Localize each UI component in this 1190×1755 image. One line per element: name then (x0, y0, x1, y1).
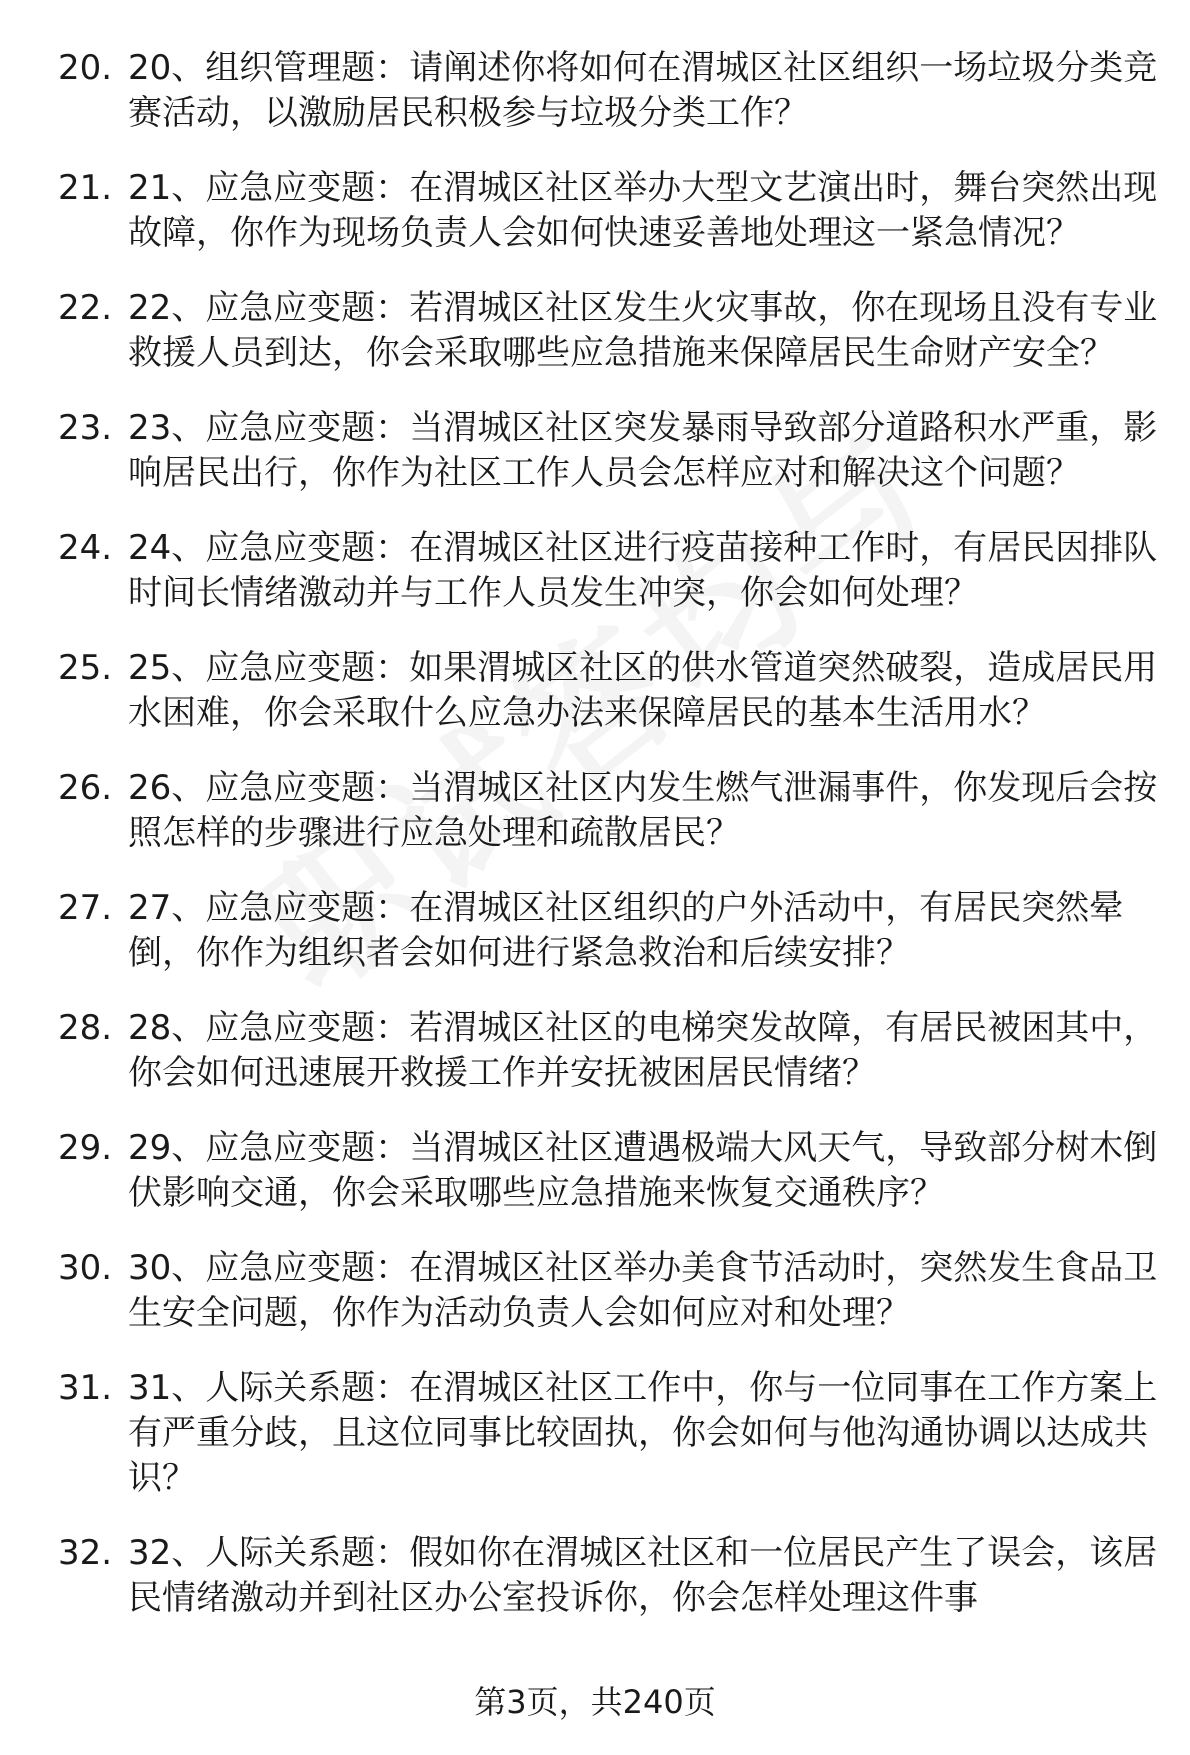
question-number: 20. (58, 48, 113, 88)
question-number: 22. (58, 288, 113, 328)
question-number: 24. (58, 528, 113, 568)
question-number: 25. (58, 648, 113, 688)
question-text: 23、应急应变题：当渭城区社区突发暴雨导致部分道路积水严重，影响居民出行，你作为社区工作人员会怎样应对和解决这个问题？ (128, 408, 1158, 493)
question-text: 26、应急应变题：当渭城区社区内发生燃气泄漏事件，你发现后会按照怎样的步骤进行应急处理和疏散居民？ (128, 768, 1158, 853)
list-item (58, 1006, 1158, 1096)
question-number: 23. (58, 408, 113, 448)
question-list (58, 46, 1158, 1651)
list-item (58, 286, 1158, 376)
question-number: 26. (58, 768, 113, 808)
question-text: 28、应急应变题：若渭城区社区的电梯突发故障，有居民被困其中，你会如何迅速展开救援工作并安抚被困居民情绪？ (128, 1008, 1158, 1093)
list-item (58, 406, 1158, 496)
list-item (58, 1246, 1158, 1336)
question-number: 30. (58, 1248, 113, 1288)
question-text: 24、应急应变题：在渭城区社区进行疫苗接种工作时，有居民因排队时间长情绪激动并与工作人员发生冲突，你会如何处理？ (128, 528, 1158, 613)
question-number: 32. (58, 1533, 113, 1573)
question-number: 27. (58, 888, 113, 928)
list-item (58, 766, 1158, 856)
question-text: 25、应急应变题：如果渭城区社区的供水管道突然破裂，造成居民用水困难，你会采取什么应急办法来保障居民的基本生活用水？ (128, 648, 1158, 733)
list-item (58, 46, 1158, 136)
question-number: 28. (58, 1008, 113, 1048)
list-item (58, 646, 1158, 736)
question-number: 29. (58, 1128, 113, 1168)
list-item (58, 526, 1158, 616)
question-number: 21. (58, 168, 113, 208)
question-text: 22、应急应变题：若渭城区社区发生火灾事故，你在现场且没有专业救援人员到达，你会采取哪些应急措施来保障居民生命财产安全？ (128, 288, 1158, 373)
list-item (58, 1531, 1158, 1621)
question-text: 29、应急应变题：当渭城区社区遭遇极端大风天气，导致部分树木倒伏影响交通，你会采取哪些应急措施来恢复交通秩序？ (128, 1128, 1158, 1213)
page-number: 第3页，共240页 (474, 1683, 716, 1721)
question-text: 27、应急应变题：在渭城区社区组织的户外活动中，有居民突然晕倒，你作为组织者会如何进行紧急救治和后续安排？ (128, 888, 1124, 973)
list-item (58, 886, 1158, 976)
list-item (58, 166, 1158, 256)
question-text: 21、应急应变题：在渭城区社区举办大型文艺演出时，舞台突然出现故障，你作为现场负责人会如何快速妥善地处理这一紧急情况？ (128, 168, 1158, 253)
question-number: 31. (58, 1368, 113, 1408)
list-item (58, 1366, 1158, 1501)
question-text: 32、人际关系题：假如你在渭城区社区和一位居民产生了误会，该居民情绪激动并到社区办公室投诉你，你会怎样处理这件事 (128, 1533, 1158, 1618)
list-item (58, 1126, 1158, 1216)
question-text: 30、应急应变题：在渭城区社区举办美食节活动时，突然发生食品卫生安全问题，你作为活动负责人会如何应对和处理？ (128, 1248, 1158, 1333)
question-text: 31、人际关系题：在渭城区社区工作中，你与一位同事在工作方案上有严重分歧，且这位同事比较固执，你会如何与他沟通协调以达成共识？ (128, 1368, 1158, 1498)
question-text: 20、组织管理题：请阐述你将如何在渭城区社区组织一场垃圾分类竞赛活动，以激励居民积极参与垃圾分类工作？ (128, 48, 1158, 133)
